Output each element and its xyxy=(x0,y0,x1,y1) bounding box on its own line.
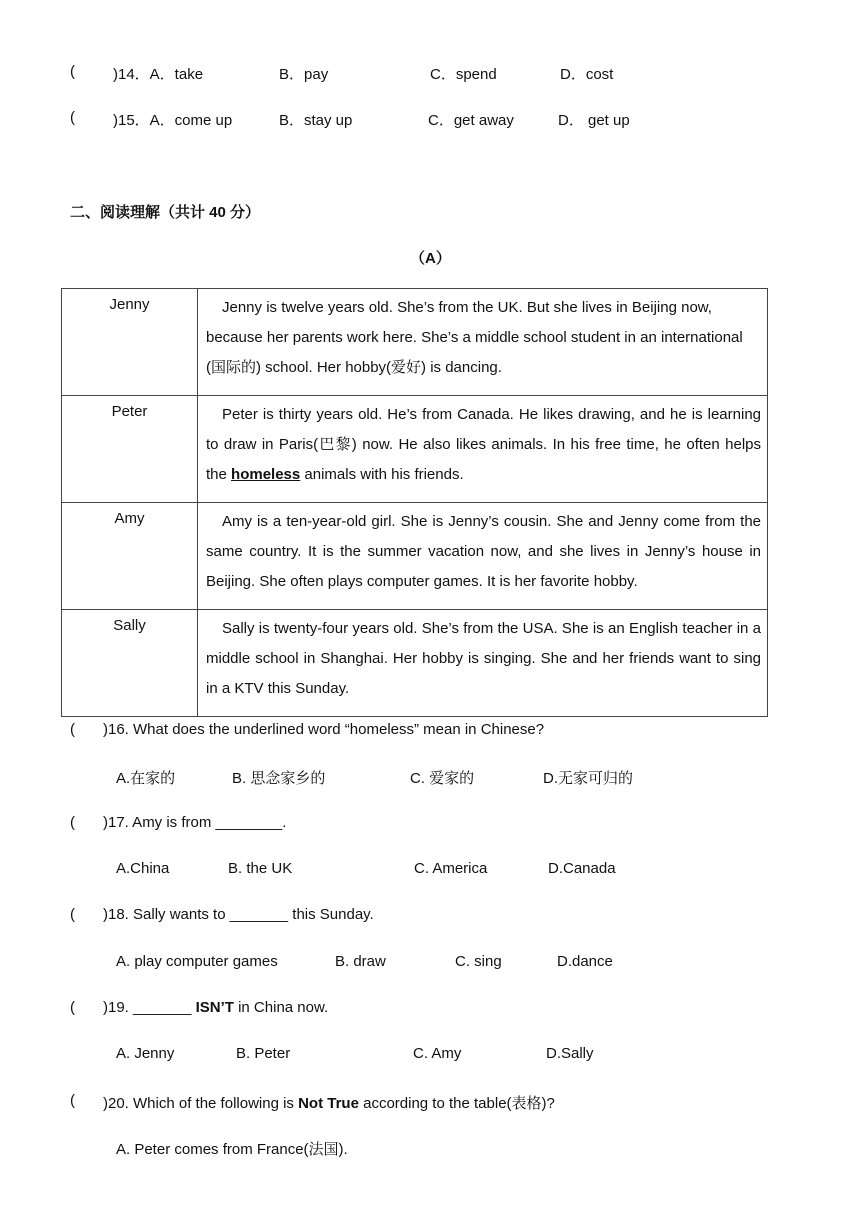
question-19-option-d: D.Sally xyxy=(546,1045,594,1062)
question-14-stem: )14．A．take xyxy=(113,66,204,83)
question-14-option-d: D．cost xyxy=(560,66,614,83)
question-16-option-a: A.在家的 xyxy=(116,770,176,787)
answer-paren: ( xyxy=(70,721,75,738)
answer-paren: ( xyxy=(70,906,75,923)
passage-label: （A） xyxy=(410,250,451,267)
question-18-option-c: C. sing xyxy=(455,953,502,970)
question-15-option-c: C．get away xyxy=(428,112,514,129)
question-20-stem xyxy=(103,1092,555,1113)
question-16-option-c: C. 爱家的 xyxy=(410,770,475,787)
description-text: Jenny is twelve years old. She’s from the UK. But she lives in Beijing now, because her parents work here. She’s a middle school student in an international (国际的) school. Her hobby(爱好) is dancing. xyxy=(206,299,743,376)
question-15-option-d: D． get up xyxy=(558,112,630,129)
question-18-option-b: B. draw xyxy=(335,953,386,970)
person-description xyxy=(198,610,768,717)
question-19-stem xyxy=(103,999,328,1016)
person-description xyxy=(198,396,768,503)
table-row xyxy=(62,610,768,717)
question-20-option-a: A. Peter comes from France(法国). xyxy=(116,1141,348,1158)
question-20-stem-pre: )20. Which of the following is xyxy=(103,1095,299,1112)
question-17-option-a: A.China xyxy=(116,860,170,877)
table-row xyxy=(62,503,768,610)
question-18-option-a: A. play computer games xyxy=(116,953,278,970)
underlined-word: homeless xyxy=(231,466,301,483)
question-16-option-d: D.无家可归的 xyxy=(543,770,634,787)
person-description xyxy=(198,289,768,396)
question-17-stem: )17. Amy is from ________. xyxy=(103,814,287,831)
description-text-post: animals with his friends. xyxy=(300,466,464,483)
question-17-option-c: C. America xyxy=(414,860,488,877)
section-title: 二、阅读理解（共计 40 分） xyxy=(70,204,261,221)
answer-paren: ( xyxy=(70,999,75,1016)
person-name: Amy xyxy=(62,503,198,610)
question-20-emphasis: Not True xyxy=(298,1095,359,1112)
description-text xyxy=(206,400,761,490)
question-18-stem: )18. Sally wants to _______ this Sunday. xyxy=(103,906,374,923)
question-19-option-a: A. Jenny xyxy=(116,1045,175,1062)
table-row xyxy=(62,396,768,503)
person-name: Sally xyxy=(62,610,198,717)
question-19-stem-pre: )19. _______ xyxy=(103,999,196,1016)
person-name: Peter xyxy=(62,396,198,503)
person-description xyxy=(198,503,768,610)
question-17-option-b: B. the UK xyxy=(228,860,293,877)
question-20-stem-post: according to the table(表格)? xyxy=(358,1095,555,1112)
answer-paren: ( xyxy=(70,1092,75,1109)
reading-table xyxy=(61,288,768,717)
question-15-option-b: B．stay up xyxy=(279,112,353,129)
answer-paren: ( xyxy=(70,814,75,831)
question-19-option-b: B. Peter xyxy=(236,1045,291,1062)
question-18-option-d: D.dance xyxy=(557,953,613,970)
question-16-stem: )16. What does the underlined word “homeless” mean in Chinese? xyxy=(103,721,545,738)
question-14-option-b: B．pay xyxy=(279,66,329,83)
question-19-option-c: C. Amy xyxy=(413,1045,462,1062)
answer-paren: ( xyxy=(70,63,75,80)
answer-paren: ( xyxy=(70,109,75,126)
question-17-option-d: D.Canada xyxy=(548,860,616,877)
question-16-option-b: B. 思念家乡的 xyxy=(232,770,326,787)
description-text: Sally is twenty-four years old. She’s from the USA. She is an English teacher in a middle school in Shanghai. Her hobby is singing. She and her friends want to sing in a KTV this Sunday. xyxy=(206,620,761,697)
description-text: Amy is a ten-year-old girl. She is Jenny’s cousin. She and Jenny come from the same country. It is the summer vacation now, and she lives in Jenny’s house in Beijing. She often plays computer games. It is her favorite hobby. xyxy=(206,513,761,590)
person-name: Jenny xyxy=(62,289,198,396)
question-19-stem-post: in China now. xyxy=(233,999,329,1016)
description-text-pre: Peter is thirty years old. He’s from Canada. He likes drawing, and he is learning to draw in Paris(巴黎) now. He also likes animals. In his free time, he often helps the xyxy=(206,406,761,483)
table-row xyxy=(62,289,768,396)
question-19-emphasis: ISN’T xyxy=(195,999,234,1016)
question-15-stem: )15．A．come up xyxy=(113,112,233,129)
question-14-option-c: C．spend xyxy=(430,66,497,83)
